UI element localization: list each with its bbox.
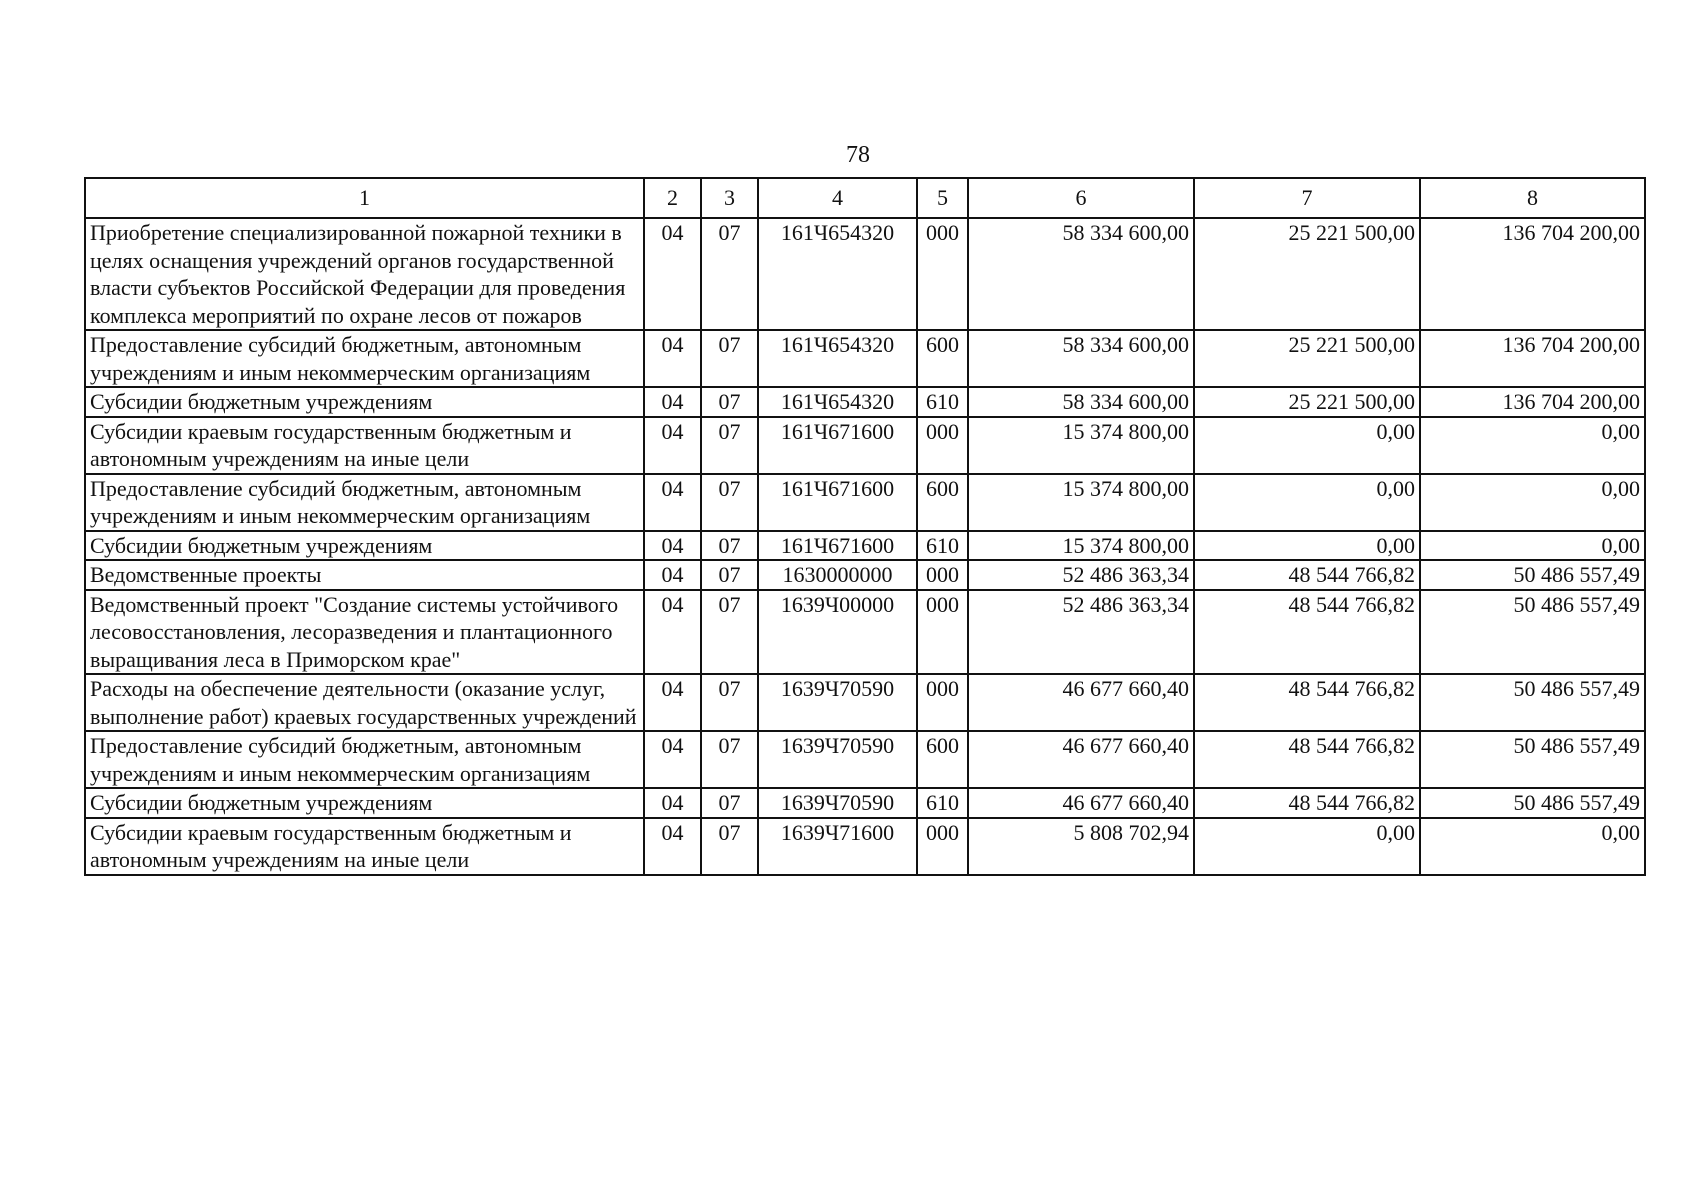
target-article-code: 161Ч654320 bbox=[758, 330, 917, 387]
target-article-code: 1639Ч70590 bbox=[758, 788, 917, 818]
table-row bbox=[85, 218, 1645, 330]
table-body bbox=[85, 218, 1645, 875]
subsection-code: 07 bbox=[701, 417, 758, 474]
amount-col-7: 0,00 bbox=[1194, 417, 1420, 474]
expense-type-code: 000 bbox=[917, 417, 968, 474]
subsection-code: 07 bbox=[701, 560, 758, 590]
table-row bbox=[85, 788, 1645, 818]
column-header-6: 6 bbox=[968, 178, 1194, 218]
amount-col-7: 48 544 766,82 bbox=[1194, 590, 1420, 675]
amount-col-6: 52 486 363,34 bbox=[968, 560, 1194, 590]
amount-col-7: 48 544 766,82 bbox=[1194, 788, 1420, 818]
expense-type-code: 000 bbox=[917, 674, 968, 731]
amount-col-7: 0,00 bbox=[1194, 818, 1420, 875]
target-article-code: 161Ч671600 bbox=[758, 474, 917, 531]
amount-col-6: 15 374 800,00 bbox=[968, 417, 1194, 474]
subsection-code: 07 bbox=[701, 731, 758, 788]
target-article-code: 161Ч654320 bbox=[758, 387, 917, 417]
page-number: 78 bbox=[846, 142, 870, 168]
amount-col-6: 58 334 600,00 bbox=[968, 218, 1194, 330]
subsection-code: 07 bbox=[701, 818, 758, 875]
amount-col-6: 5 808 702,94 bbox=[968, 818, 1194, 875]
amount-col-8: 136 704 200,00 bbox=[1420, 387, 1645, 417]
amount-col-7: 0,00 bbox=[1194, 474, 1420, 531]
target-article-code: 161Ч671600 bbox=[758, 531, 917, 561]
amount-col-7: 48 544 766,82 bbox=[1194, 674, 1420, 731]
amount-col-6: 58 334 600,00 bbox=[968, 387, 1194, 417]
target-article-code: 1639Ч00000 bbox=[758, 590, 917, 675]
expense-name: Субсидии краевым государственным бюджетным и автономным учреждениям на иные цели bbox=[85, 818, 644, 875]
amount-col-7: 25 221 500,00 bbox=[1194, 387, 1420, 417]
header-row bbox=[85, 178, 1645, 218]
table-row bbox=[85, 731, 1645, 788]
amount-col-8: 0,00 bbox=[1420, 818, 1645, 875]
expense-type-code: 000 bbox=[917, 818, 968, 875]
amount-col-8: 0,00 bbox=[1420, 474, 1645, 531]
column-header-4: 4 bbox=[758, 178, 917, 218]
expense-type-code: 600 bbox=[917, 330, 968, 387]
expense-name: Субсидии бюджетным учреждениям bbox=[85, 531, 644, 561]
expense-name: Предоставление субсидий бюджетным, автономным учреждениям и иным некоммерческим организациям bbox=[85, 330, 644, 387]
section-code: 04 bbox=[644, 387, 701, 417]
amount-col-6: 46 677 660,40 bbox=[968, 788, 1194, 818]
expense-name: Субсидии бюджетным учреждениям bbox=[85, 387, 644, 417]
amount-col-6: 58 334 600,00 bbox=[968, 330, 1194, 387]
amount-col-6: 46 677 660,40 bbox=[968, 731, 1194, 788]
amount-col-7: 48 544 766,82 bbox=[1194, 731, 1420, 788]
subsection-code: 07 bbox=[701, 330, 758, 387]
section-code: 04 bbox=[644, 731, 701, 788]
expense-name: Ведомственный проект "Создание системы устойчивого лесовосстановления, лесоразведения и плантационного выращивания леса в Приморском крае" bbox=[85, 590, 644, 675]
expense-name: Предоставление субсидий бюджетным, автономным учреждениям и иным некоммерческим организациям bbox=[85, 474, 644, 531]
section-code: 04 bbox=[644, 474, 701, 531]
expense-type-code: 600 bbox=[917, 731, 968, 788]
column-header-1: 1 bbox=[85, 178, 644, 218]
target-article-code: 1630000000 bbox=[758, 560, 917, 590]
amount-col-8: 50 486 557,49 bbox=[1420, 590, 1645, 675]
amount-col-8: 50 486 557,49 bbox=[1420, 674, 1645, 731]
section-code: 04 bbox=[644, 674, 701, 731]
subsection-code: 07 bbox=[701, 674, 758, 731]
table-row bbox=[85, 560, 1645, 590]
target-article-code: 161Ч671600 bbox=[758, 417, 917, 474]
section-code: 04 bbox=[644, 218, 701, 330]
table-row bbox=[85, 531, 1645, 561]
amount-col-8: 136 704 200,00 bbox=[1420, 218, 1645, 330]
table-row bbox=[85, 590, 1645, 675]
section-code: 04 bbox=[644, 330, 701, 387]
amount-col-6: 46 677 660,40 bbox=[968, 674, 1194, 731]
expense-type-code: 000 bbox=[917, 218, 968, 330]
table-row bbox=[85, 417, 1645, 474]
subsection-code: 07 bbox=[701, 474, 758, 531]
expense-name: Расходы на обеспечение деятельности (оказание услуг, выполнение работ) краевых государственных учреждений bbox=[85, 674, 644, 731]
amount-col-8: 0,00 bbox=[1420, 531, 1645, 561]
target-article-code: 161Ч654320 bbox=[758, 218, 917, 330]
subsection-code: 07 bbox=[701, 788, 758, 818]
amount-col-6: 52 486 363,34 bbox=[968, 590, 1194, 675]
expense-type-code: 600 bbox=[917, 474, 968, 531]
amount-col-8: 0,00 bbox=[1420, 417, 1645, 474]
subsection-code: 07 bbox=[701, 590, 758, 675]
column-header-7: 7 bbox=[1194, 178, 1420, 218]
budget-table bbox=[84, 177, 1646, 876]
subsection-code: 07 bbox=[701, 387, 758, 417]
amount-col-8: 136 704 200,00 bbox=[1420, 330, 1645, 387]
expense-type-code: 610 bbox=[917, 531, 968, 561]
section-code: 04 bbox=[644, 560, 701, 590]
expense-name: Субсидии краевым государственным бюджетным и автономным учреждениям на иные цели bbox=[85, 417, 644, 474]
column-header-3: 3 bbox=[701, 178, 758, 218]
target-article-code: 1639Ч71600 bbox=[758, 818, 917, 875]
amount-col-8: 50 486 557,49 bbox=[1420, 731, 1645, 788]
subsection-code: 07 bbox=[701, 531, 758, 561]
expense-name: Субсидии бюджетным учреждениям bbox=[85, 788, 644, 818]
expense-name: Приобретение специализированной пожарной техники в целях оснащения учреждений органов государственной власти субъектов Российской Федерации для проведения комплекса мероприятий по охране лесов от пожаров bbox=[85, 218, 644, 330]
expense-type-code: 610 bbox=[917, 387, 968, 417]
amount-col-6: 15 374 800,00 bbox=[968, 531, 1194, 561]
amount-col-8: 50 486 557,49 bbox=[1420, 560, 1645, 590]
table-row bbox=[85, 474, 1645, 531]
amount-col-7: 48 544 766,82 bbox=[1194, 560, 1420, 590]
table-row bbox=[85, 387, 1645, 417]
amount-col-7: 25 221 500,00 bbox=[1194, 330, 1420, 387]
amount-col-6: 15 374 800,00 bbox=[968, 474, 1194, 531]
expense-type-code: 000 bbox=[917, 590, 968, 675]
expense-type-code: 000 bbox=[917, 560, 968, 590]
target-article-code: 1639Ч70590 bbox=[758, 674, 917, 731]
column-header-8: 8 bbox=[1420, 178, 1645, 218]
section-code: 04 bbox=[644, 788, 701, 818]
subsection-code: 07 bbox=[701, 218, 758, 330]
table-header bbox=[85, 178, 1645, 218]
target-article-code: 1639Ч70590 bbox=[758, 731, 917, 788]
column-header-5: 5 bbox=[917, 178, 968, 218]
table-row bbox=[85, 674, 1645, 731]
amount-col-7: 0,00 bbox=[1194, 531, 1420, 561]
section-code: 04 bbox=[644, 417, 701, 474]
amount-col-8: 50 486 557,49 bbox=[1420, 788, 1645, 818]
table-row bbox=[85, 818, 1645, 875]
section-code: 04 bbox=[644, 590, 701, 675]
amount-col-7: 25 221 500,00 bbox=[1194, 218, 1420, 330]
column-header-2: 2 bbox=[644, 178, 701, 218]
table-row bbox=[85, 330, 1645, 387]
section-code: 04 bbox=[644, 818, 701, 875]
expense-name: Предоставление субсидий бюджетным, автономным учреждениям и иным некоммерческим организациям bbox=[85, 731, 644, 788]
expense-name: Ведомственные проекты bbox=[85, 560, 644, 590]
expense-type-code: 610 bbox=[917, 788, 968, 818]
section-code: 04 bbox=[644, 531, 701, 561]
